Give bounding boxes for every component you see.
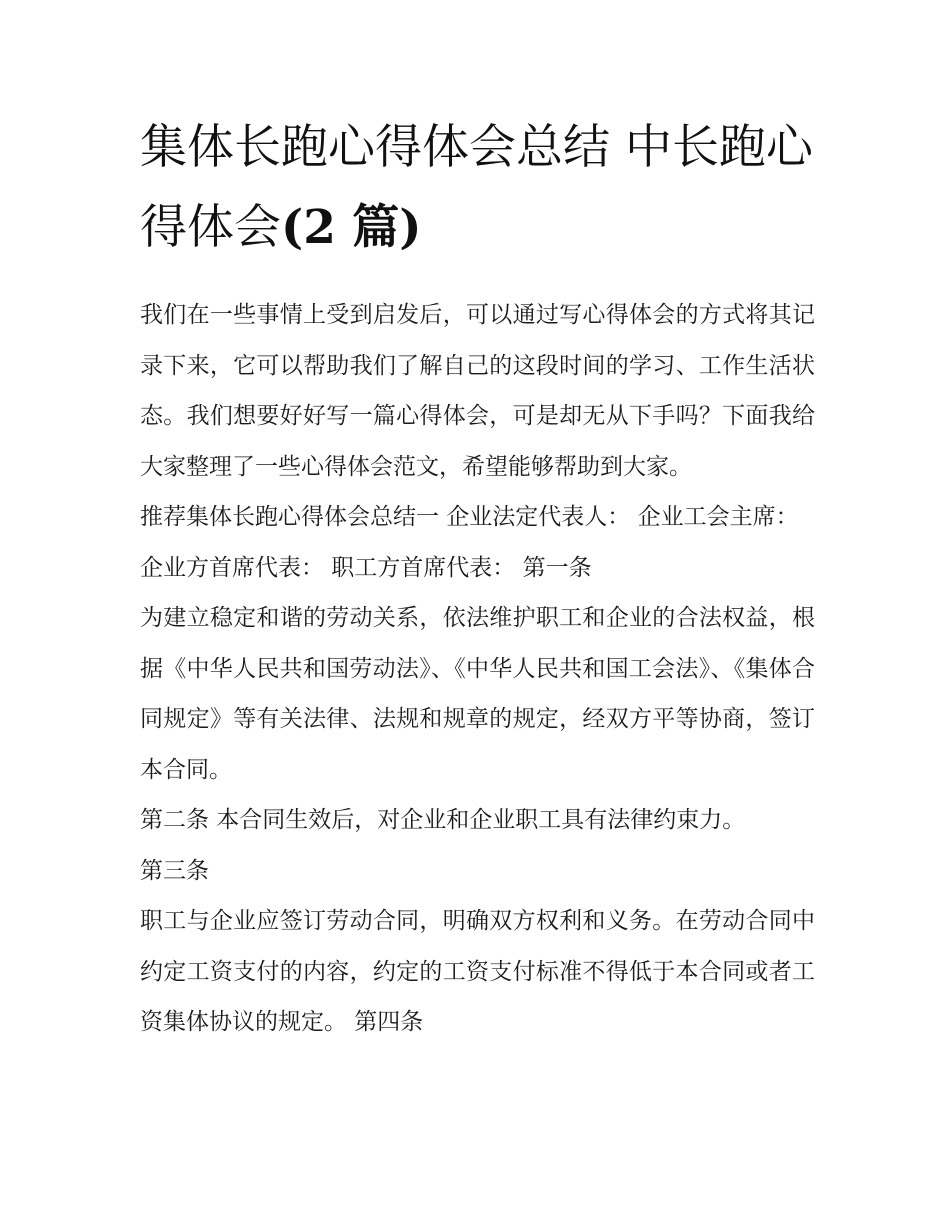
article-one-paragraph: 为建立稳定和谐的劳动关系，依法维护职工和企业的合法权益，根据《中华人民共和国劳动法》、《中华人民共和国工会法》、《集体合同规定》等有关法律、法规和规章的规定，经双方平等协商，签订本合同。 — [140, 605, 815, 783]
article-two-paragraph: 第二条 本合同生效后，对企业和企业职工具有法律约束力。 — [140, 807, 746, 833]
document-title-count: (2 篇) — [281, 200, 422, 255]
article-three-paragraph: 职工与企业应签订劳动合同，明确双方权利和义务。在劳动合同中约定工资支付的内容，约定的工资支付标准不得低于本合同或者工资集体协议的规定。 第四条 — [140, 908, 815, 1035]
intro-paragraph: 我们在一些事情上受到启发后，可以通过写心得体会的方式将其记录下来，它可以帮助我们了解自己的这段时间的学习、工作生活状态。我们想要好好写一篇心得体会，可是却无从下手吗？下面我给大家整理了一些心得体会范文，希望能够帮助到大家。 — [140, 302, 815, 480]
article-three-heading: 第三条 — [140, 857, 209, 884]
document-body — [140, 290, 815, 1048]
document-title — [140, 108, 815, 268]
header-paragraph: 推荐集体长跑心得体会总结一 企业法定代表人： 企业工会主席： 企业方首席代表： 职工方首席代表： 第一条 — [140, 504, 799, 581]
document-content — [140, 108, 815, 1048]
document-title-text: 集体长跑心得体会总结 中长跑心得体会 — [140, 120, 813, 255]
